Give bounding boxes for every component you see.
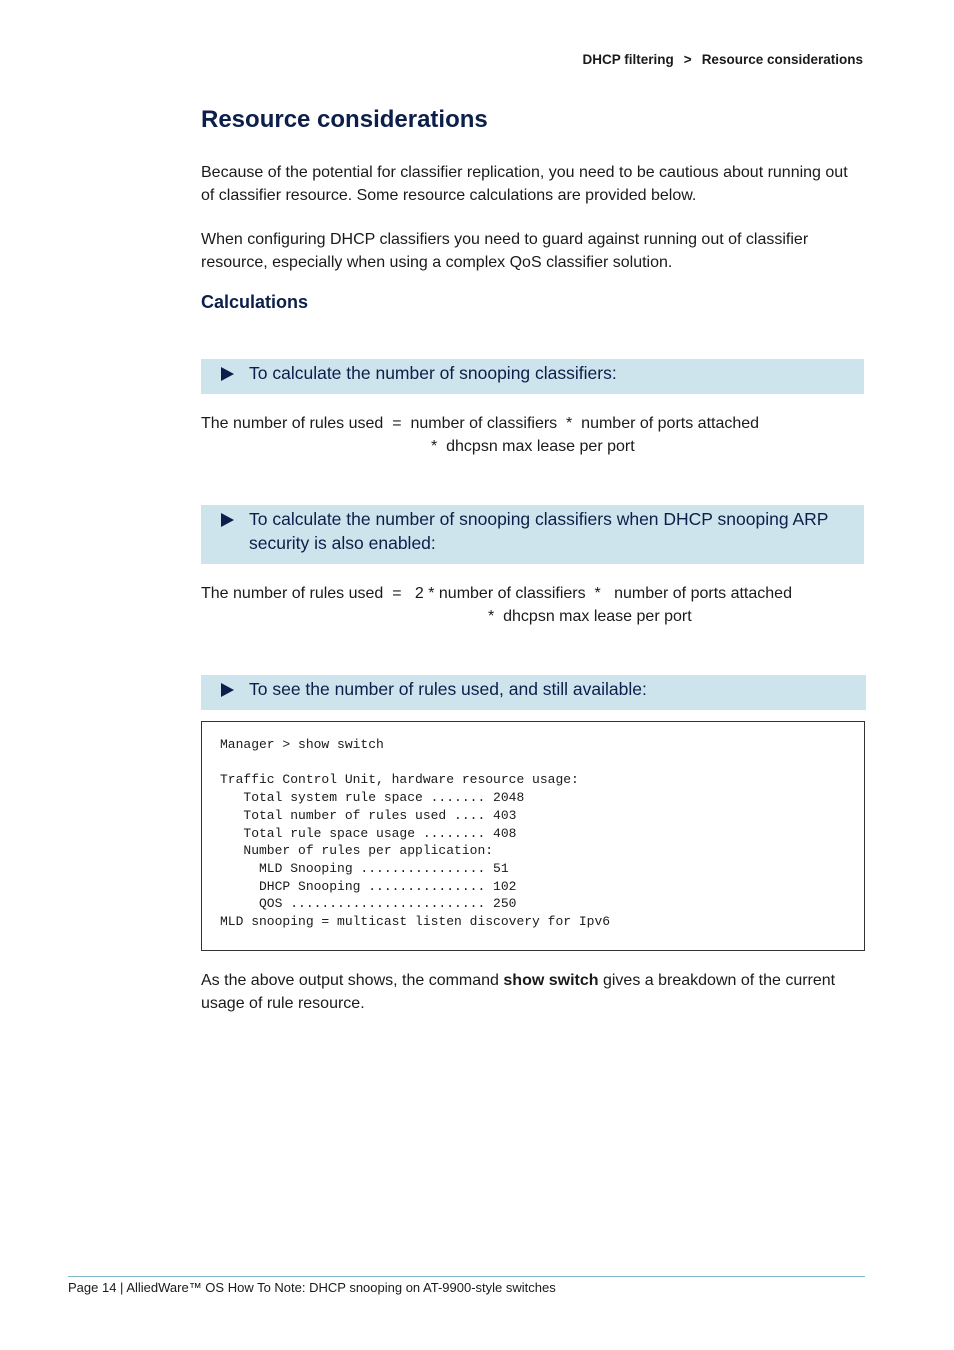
breadcrumb-page: Resource considerations xyxy=(701,52,863,67)
breadcrumb-separator: > xyxy=(683,52,692,67)
triangle-right-icon xyxy=(221,367,234,381)
closing-text-before: As the above output shows, the command xyxy=(201,972,504,989)
triangle-right-icon xyxy=(221,513,234,527)
closing-paragraph xyxy=(201,969,865,1015)
closing-text-after: gives a breakdown of the current usage of rule resource. xyxy=(201,972,836,1012)
intro-paragraph-1: Because of the potential for classifier replication, you need to be cautious about running out of classifier resource. Some resource calculations are provided below. xyxy=(201,164,848,204)
intro-paragraph-2: When configuring DHCP classifiers you need to guard against running out of classifier resource, especially when using a complex QoS classifier solution. xyxy=(201,231,809,271)
calculations-heading: Calculations xyxy=(201,292,309,312)
formula-1-line-2: * dhcpsn max lease per port xyxy=(431,438,635,455)
step-box-3 xyxy=(201,675,866,710)
page-footer: Page 14 | AlliedWare™ OS How To Note: DHCP snooping on AT-9900-style switches xyxy=(68,1280,556,1295)
formula-2-line-1: The number of rules used = 2 * number of classifiers * number of ports attached xyxy=(201,585,792,602)
page-title: Resource considerations xyxy=(201,106,488,133)
command-output-box xyxy=(201,721,865,951)
show-switch-command: show switch xyxy=(503,972,599,989)
step-1-label: To calculate the number of snooping classifiers: xyxy=(249,363,617,383)
step-2-label: To calculate the number of snooping classifiers when DHCP snooping ARP security is also enabled: xyxy=(249,509,829,553)
formula-2-line-2: * dhcpsn max lease per port xyxy=(488,608,692,625)
step-3-label: To see the number of rules used, and still available: xyxy=(249,679,647,699)
footer-divider xyxy=(68,1276,865,1277)
step-box-1 xyxy=(201,359,864,394)
step-box-2 xyxy=(201,505,864,564)
triangle-right-icon xyxy=(221,683,234,697)
breadcrumb-section[interactable]: DHCP filtering xyxy=(582,52,674,67)
breadcrumb xyxy=(583,52,863,67)
command-output: Manager > show switch Traffic Control Unit, hardware resource usage: Total system rule space ....... 2048 Total number of rules used .... 403 Total rule space usage ........ 408 Number of rules per application: MLD Snooping ................ 51 DHCP Snooping ............... 102 QOS ......................... 250 MLD snooping = multicast listen discovery for Ipv6 xyxy=(220,737,611,930)
formula-1-line-1: The number of rules used = number of classifiers * number of ports attached xyxy=(201,415,760,432)
